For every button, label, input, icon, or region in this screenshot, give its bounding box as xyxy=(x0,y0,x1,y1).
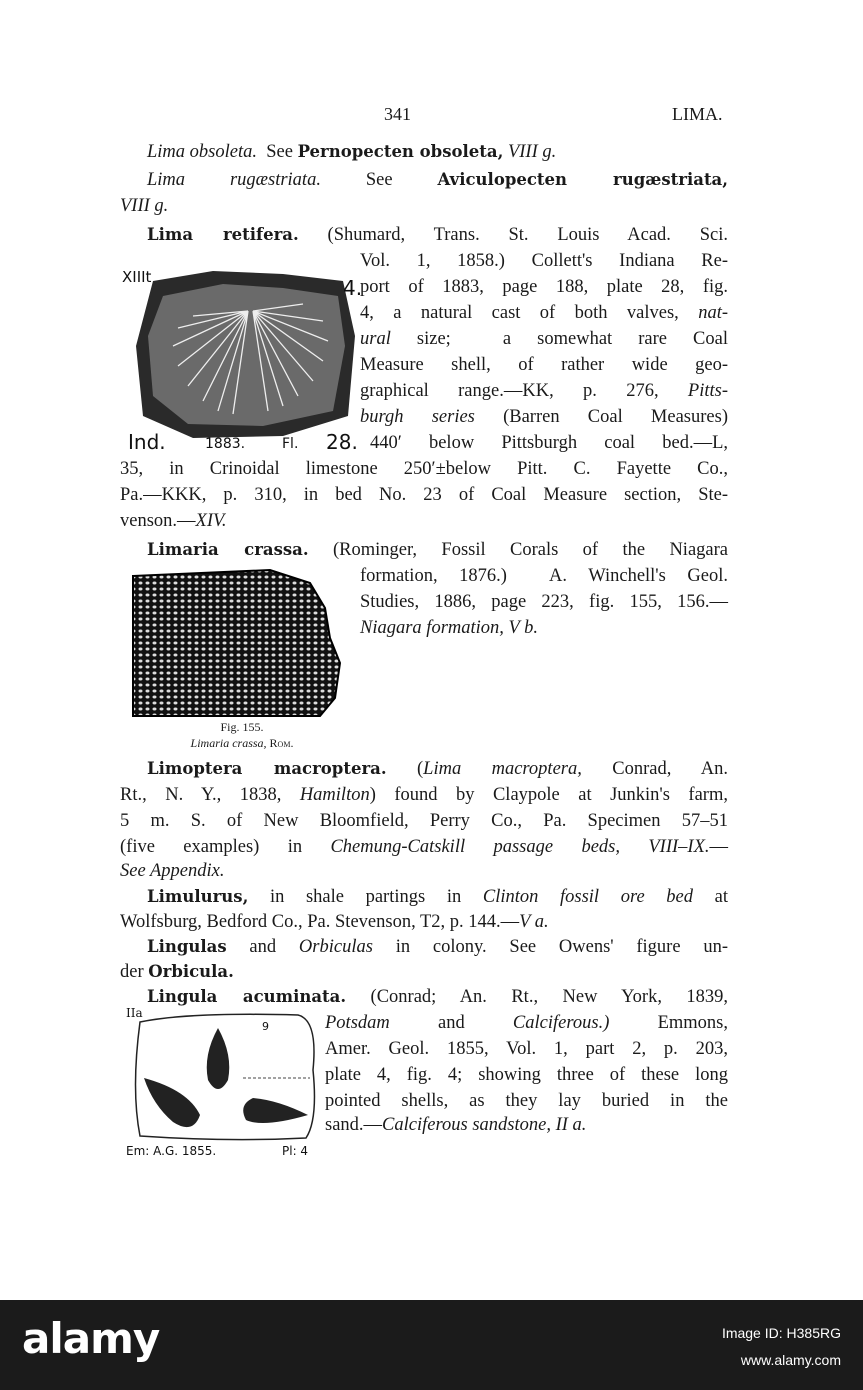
body-text: Conrad, An. xyxy=(581,759,728,779)
entry-term: Limulurus, xyxy=(147,887,249,906)
watermark-bar xyxy=(0,1300,863,1390)
body-text: plate 4, fig. 4; showing three of these long xyxy=(325,1065,728,1085)
text-line xyxy=(360,616,538,640)
entry-term: Pernopecten obsoleta, xyxy=(297,142,504,161)
text-line xyxy=(147,140,556,164)
text-line xyxy=(360,353,728,377)
text-line xyxy=(325,1113,586,1137)
text-line xyxy=(360,275,728,299)
caption-species: Limaria crassa, xyxy=(190,736,267,750)
figure-caption-name xyxy=(122,736,362,751)
figure-label: IIa xyxy=(126,1006,143,1020)
figure-caption-number: Fig. 155. xyxy=(220,720,264,734)
body-text: 4, a natural cast of both valves, xyxy=(360,303,699,323)
body-text: (five examples) in xyxy=(120,837,331,857)
entry-term: Orbicula. xyxy=(148,962,234,981)
text-line xyxy=(147,757,728,781)
body-text: Pa.—KKK, p. 310, in bed No. 23 of Coal Measure section, Ste- xyxy=(120,485,728,505)
italic-text: Clinton fossil ore bed xyxy=(482,887,694,907)
entry-term: Lima retifera. xyxy=(147,225,299,244)
body-text: (Conrad; An. Rt., New York, 1839, xyxy=(346,987,728,1007)
text-line xyxy=(360,564,728,588)
body-text: (Barren Coal Measures) xyxy=(474,407,728,427)
italic-text: Orbiculas xyxy=(298,937,373,957)
figure-label: XIIIt xyxy=(122,268,152,286)
text-line xyxy=(147,223,728,247)
text-line xyxy=(147,885,728,909)
text-line xyxy=(147,985,728,1009)
text-line xyxy=(360,249,728,273)
text-line xyxy=(147,935,728,959)
body-text: graphical range.—KK, p. 276, xyxy=(360,381,688,401)
text-line xyxy=(120,859,224,883)
figure-label: Ind. xyxy=(128,430,166,454)
body-text: Vol. 1, 1858.) Collett's Indiana Re- xyxy=(360,251,728,271)
body-text: in colony. See Owens' figure un- xyxy=(372,937,728,957)
text-line xyxy=(120,835,728,859)
alamy-logo: alamy xyxy=(22,1314,160,1363)
italic-text: See Appendix. xyxy=(120,861,225,881)
text-line xyxy=(325,1089,728,1113)
text-line xyxy=(120,960,234,984)
text-line xyxy=(147,168,728,192)
italic-text: XIV. xyxy=(195,511,227,531)
italic-text: Chemung-Catskill passage beds, VIII–IX. xyxy=(330,837,710,857)
text-line xyxy=(325,1011,728,1035)
body-text: See xyxy=(256,142,298,162)
figure-label: 9 xyxy=(262,1020,269,1033)
image-id: Image ID: H385RG xyxy=(721,1325,841,1341)
figure-label: Em: A.G. 1855. xyxy=(126,1144,217,1158)
body-text: Emmons, xyxy=(609,1013,728,1033)
italic-text: nat- xyxy=(698,303,728,323)
lingula-acuminata-figure xyxy=(128,1010,323,1145)
text-line xyxy=(120,910,549,934)
italic-text: Calciferous.) xyxy=(512,1013,610,1033)
italic-text: Lima rugæstriata. xyxy=(147,170,321,190)
caption-author: Rom. xyxy=(269,736,294,750)
body-text: See xyxy=(320,170,438,190)
text-line xyxy=(325,1037,728,1061)
italic-text: Niagara formation, xyxy=(360,618,504,638)
body-text: Measure shell, of rather wide geo- xyxy=(360,355,728,375)
figure-label: Pl: 4 xyxy=(282,1144,309,1158)
italic-text: V a. xyxy=(519,912,549,932)
lima-retifera-figure xyxy=(133,266,358,441)
body-text: size; a somewhat rare Coal xyxy=(390,329,728,349)
body-text: pointed shells, as they lay buried in the xyxy=(325,1091,728,1111)
body-text: and xyxy=(389,1013,513,1033)
text-line xyxy=(360,590,728,614)
italic-text: V b. xyxy=(508,618,539,638)
limaria-crassa-figure xyxy=(130,568,348,718)
italic-text: Pitts- xyxy=(687,381,728,401)
text-line xyxy=(120,457,728,481)
italic-text: Lima obsoleta. xyxy=(147,142,257,162)
italic-text: Hamilton xyxy=(299,785,370,805)
entry-term: Aviculopecten rugæstriata, xyxy=(437,170,728,189)
watermark-url: www.alamy.com xyxy=(740,1352,841,1368)
text-line xyxy=(360,379,728,403)
text-line xyxy=(120,809,728,833)
body-text: venson.— xyxy=(120,511,196,531)
body-text: (Shumard, Trans. St. Louis Acad. Sci. xyxy=(298,225,728,245)
entry-term: Limoptera macroptera. xyxy=(147,759,387,778)
entry-term: Lingula acuminata. xyxy=(147,987,347,1006)
body-text: 440′ below Pittsburgh coal bed.—L, xyxy=(370,433,728,453)
body-text: Studies, 1886, page 223, fig. 155, 156.— xyxy=(360,592,728,612)
italic-text: ural xyxy=(360,329,391,349)
body-text: ) found by Claypole at Junkin's farm, xyxy=(369,785,728,805)
text-line xyxy=(360,301,728,325)
figure-label: Fl. xyxy=(282,436,299,452)
body-text: (Rominger, Fossil Corals of the Niagara xyxy=(308,540,728,560)
text-line xyxy=(360,405,728,429)
body-text: 35, in Crinoidal limestone 250′±below Pitt. C. Fayette Co., xyxy=(120,459,728,479)
body-text: port of 1883, page 188, plate 28, fig. xyxy=(360,277,728,297)
body-text: sand.— xyxy=(325,1115,383,1135)
text-line xyxy=(120,783,728,807)
figure-label: 28. xyxy=(326,430,358,454)
body-text: — xyxy=(709,837,728,857)
text-line xyxy=(370,431,728,455)
body-text: Wolfsburg, Bedford Co., Pa. Stevenson, T2, p. 144.— xyxy=(120,912,520,932)
italic-text: VIII g. xyxy=(507,142,557,162)
italic-text: Calciferous sandstone, II a. xyxy=(382,1115,587,1135)
text-line xyxy=(120,194,168,218)
entry-term: Limaria crassa. xyxy=(147,540,309,559)
body-text: in shale partings in xyxy=(248,887,483,907)
italic-text: burgh series xyxy=(360,407,475,427)
figure-label: 4. xyxy=(343,276,363,300)
page-number: 341 xyxy=(384,104,411,124)
body-text: 5 m. S. of New Bloomfield, Perry Co., Pa. Specimen 57–51 xyxy=(120,811,728,831)
text-line xyxy=(147,538,728,562)
body-text: at xyxy=(693,887,728,907)
italic-text: Lima macroptera, xyxy=(423,759,582,779)
text-line xyxy=(360,327,728,351)
running-head: LIMA. xyxy=(672,104,723,124)
text-line xyxy=(120,483,728,507)
body-text: and xyxy=(226,937,299,957)
italic-text: VIII g. xyxy=(120,196,169,216)
figure-label: 1883. xyxy=(205,436,246,452)
body-text: Rt., N. Y., 1838, xyxy=(120,785,300,805)
entry-term: Lingulas xyxy=(147,937,227,956)
text-line xyxy=(325,1063,728,1087)
text-line xyxy=(120,509,227,533)
body-text: der xyxy=(120,962,149,982)
italic-text: Potsdam xyxy=(325,1013,390,1033)
body-text: ( xyxy=(386,759,424,779)
body-text: Amer. Geol. 1855, Vol. 1, part 2, p. 203, xyxy=(325,1039,728,1059)
body-text: formation, 1876.) A. Winchell's Geol. xyxy=(360,566,728,586)
